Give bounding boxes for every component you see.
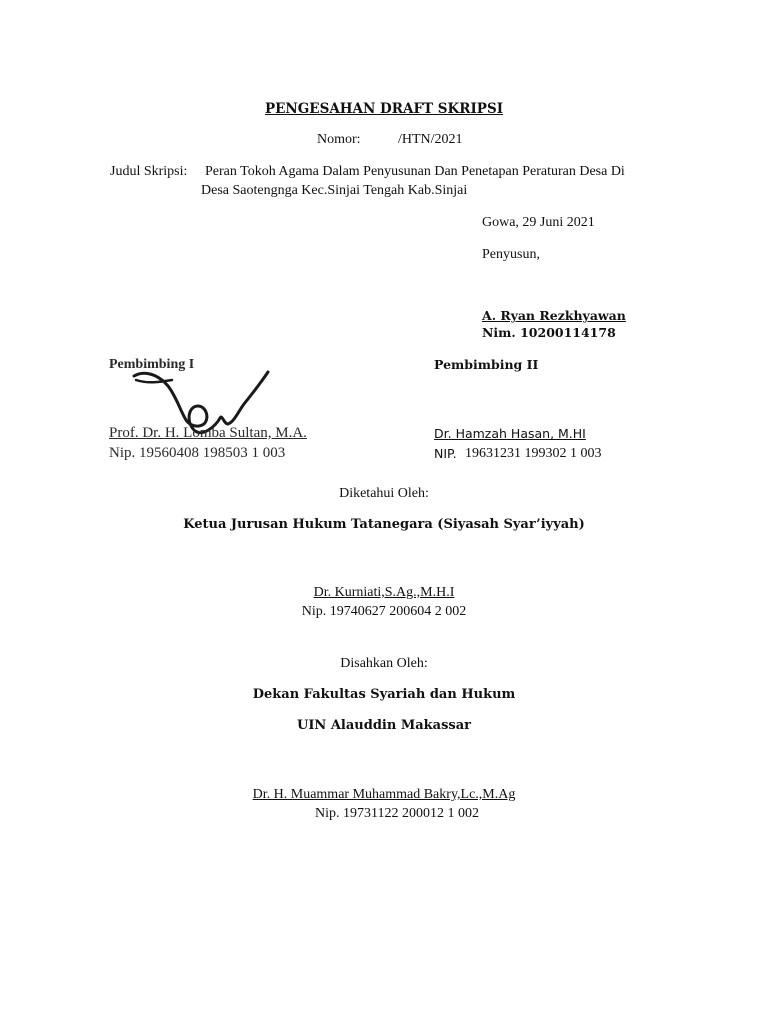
diketahui-name: Dr. Kurniati,S.Ag.,M.H.I [313, 585, 455, 600]
pembimbing2-name: Dr. Hamzah Hasan, M.HI [434, 426, 586, 441]
pembimbing1-label: Pembimbing I [109, 357, 195, 372]
nomor-value: /HTN/2021 [398, 132, 463, 147]
disahkan-name: Dr. H. Muammar Muhammad Bakry,Lc.,M.Ag [252, 787, 516, 802]
judul-line-1: Peran Tokoh Agama Dalam Penyusunan Dan Penetapan Peraturan Desa Di [205, 164, 625, 179]
penyusun-label: Penyusun, [482, 247, 540, 262]
pembimbing2-nip: 19631231 199302 1 003 [465, 446, 602, 461]
judul-line-2: Desa Saotengnga Kec.Sinjai Tengah Kab.Sinjai [201, 183, 468, 198]
diketahui-position: Ketua Jurusan Hukum Tatanegara (Siyasah Syar’iyyah) [183, 517, 585, 532]
diketahui-nip: Nip. 19740627 200604 2 002 [301, 604, 467, 619]
disahkan-label: Disahkan Oleh: [340, 656, 428, 671]
pembimbing2-nip-label: NIP. [434, 446, 457, 461]
disahkan-position-2: UIN Alauddin Makassar [297, 718, 471, 733]
disahkan-nip: Nip. 19731122 200012 1 002 [315, 806, 479, 821]
penyusun-nim: Nim. 10200114178 [482, 325, 616, 340]
document-title: PENGESAHAN DRAFT SKRIPSI [264, 101, 504, 117]
pembimbing1-name: Prof. Dr. H. Lomba Sultan, M.A. [109, 425, 307, 441]
penyusun-name: A. Ryan Rezkhyawan [482, 308, 626, 323]
nomor-label: Nomor: [317, 132, 361, 147]
date: Gowa, 29 Juni 2021 [482, 215, 595, 230]
disahkan-position-1: Dekan Fakultas Syariah dan Hukum [252, 687, 516, 702]
pembimbing1-nip: Nip. 19560408 198503 1 003 [109, 445, 286, 461]
diketahui-label: Diketahui Oleh: [339, 486, 429, 501]
pembimbing2-label: Pembimbing II [434, 357, 539, 372]
judul-label: Judul Skripsi: [110, 164, 188, 179]
